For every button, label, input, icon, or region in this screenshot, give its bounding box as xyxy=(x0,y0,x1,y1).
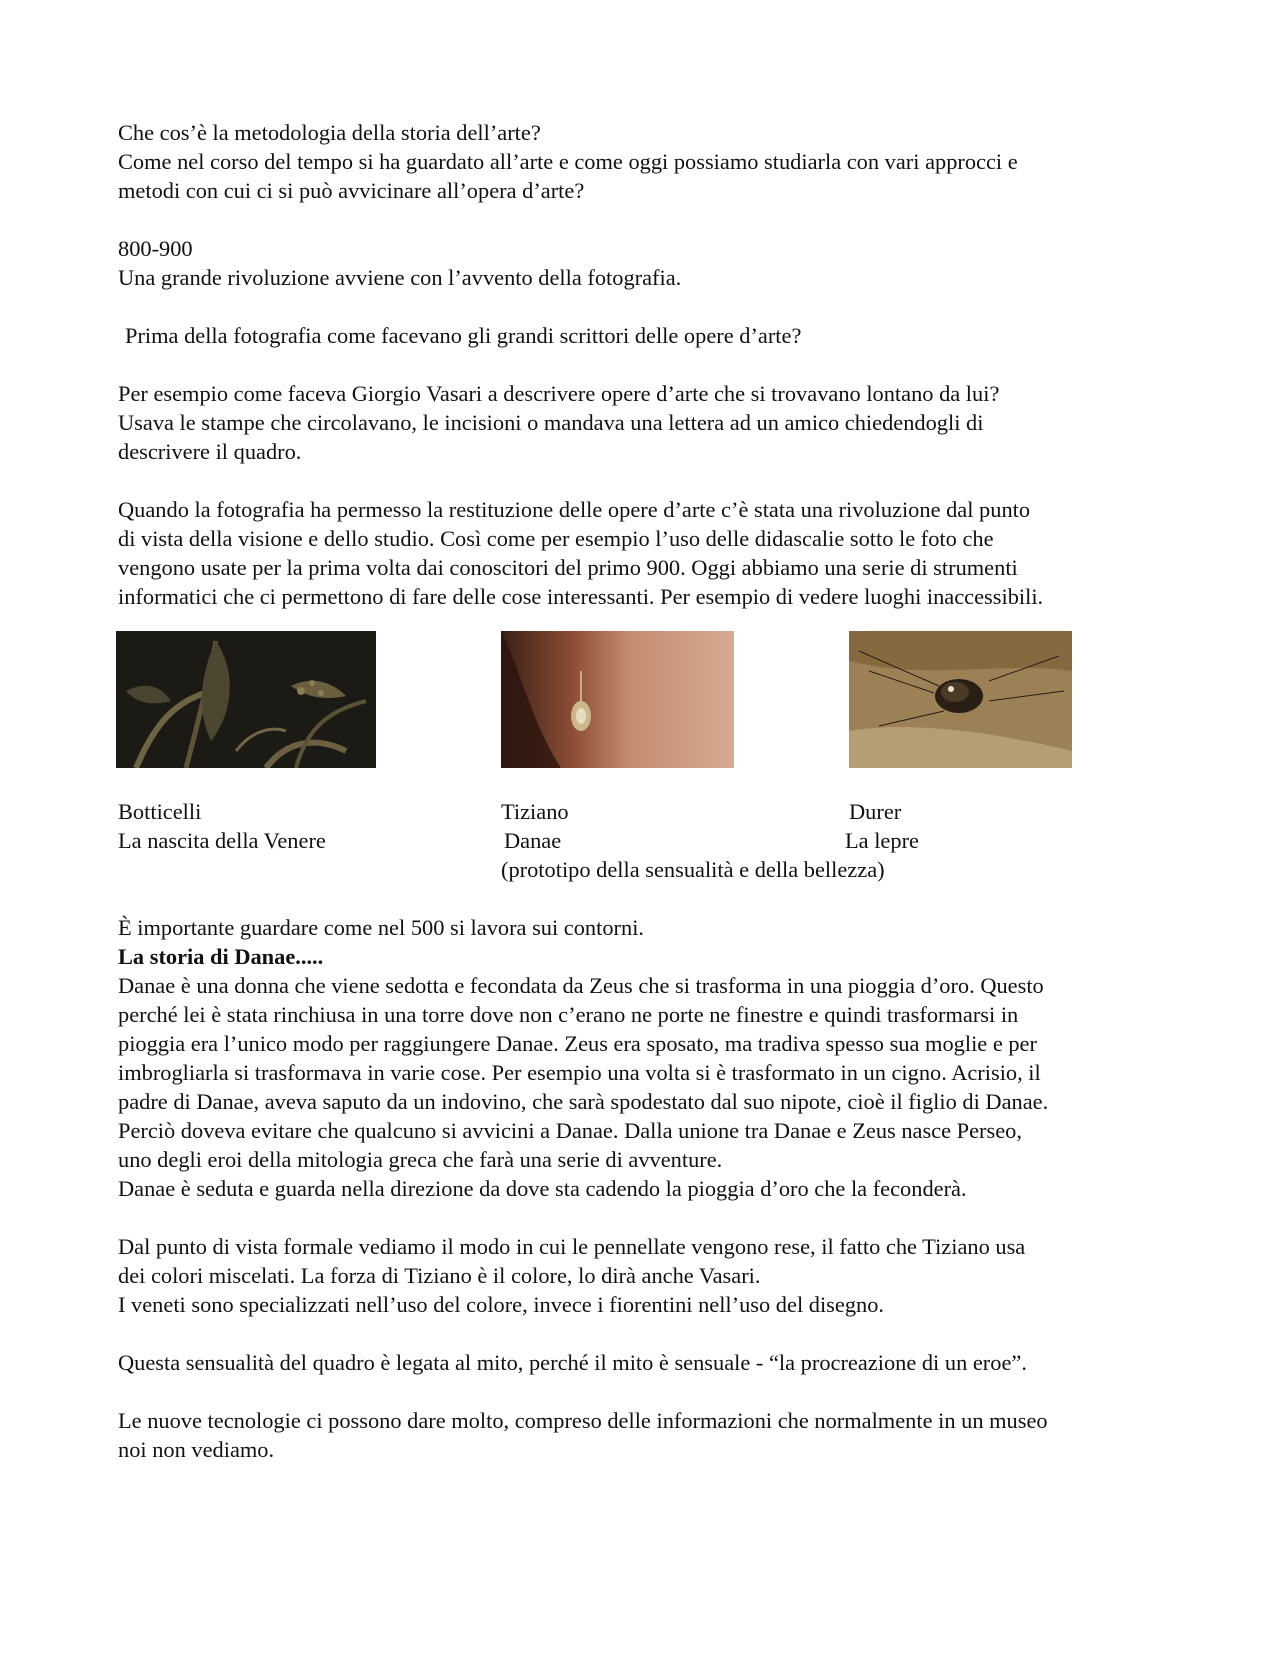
section-heading: La storia di Danae..... xyxy=(118,944,324,969)
document-page xyxy=(118,118,1178,1464)
botticelli-detail-image xyxy=(116,631,376,768)
photo-line: di vista della visione e dello studio. Così come per esempio l’uso delle didascalie sotto le foto che xyxy=(118,526,994,551)
contorni-line: È importante guardare come nel 500 si lavora sui contorni. xyxy=(118,915,645,940)
photo-line: vengono usate per la prima volta dai conoscitori del primo 900. Oggi abbiamo una serie di strumenti xyxy=(118,555,1018,580)
formal-line: Dal punto di vista formale vediamo il modo in cui le pennellate vengono rese, il fatto che Tiziano usa xyxy=(118,1234,1026,1259)
tiziano-detail-image xyxy=(501,631,734,768)
danae-line: perché lei è stata rinchiusa in una torre dove non c’erano ne porte ne finestre e quindi trasformarsi in xyxy=(118,1002,1019,1027)
formal-line: I veneti sono specializzati nell’uso del colore, invece i fiorentini nell’uso del disegno. xyxy=(118,1292,885,1317)
caption-note: (prototipo della sensualità e della bellezza) xyxy=(501,857,885,882)
image-captions xyxy=(118,797,1178,884)
danae-line: pioggia era l’unico modo per raggiungere Danae. Zeus era sposato, ma tradiva spesso sua moglie e per xyxy=(118,1031,1037,1056)
intro-question: Che cos’è la metodologia della storia dell’arte? xyxy=(118,120,541,145)
vasari-line: descrivere il quadro. xyxy=(118,439,302,464)
caption-tiziano xyxy=(501,797,885,884)
caption-title: La lepre xyxy=(845,828,919,853)
question-line: Prima della fotografia come facevano gli grandi scrittori delle opere d’arte? xyxy=(125,323,802,348)
intro-line: Come nel corso del tempo si ha guardato all’arte e come oggi possiamo studiarla con vari approcci e xyxy=(118,149,1018,174)
section-line: Una grande rivoluzione avviene con l’avvento della fotografia. xyxy=(118,265,682,290)
caption-title: Danae xyxy=(504,828,562,853)
section-dates: 800-900 xyxy=(118,236,193,261)
danae-line: Danae è seduta e guarda nella direzione da dove sta cadendo la pioggia d’oro che la feconderà. xyxy=(118,1176,967,1201)
technology-line: noi non vediamo. xyxy=(118,1437,275,1462)
photo-line: informatici che ci permettono di fare delle cose interessanti. Per esempio di vedere luoghi inaccessibili. xyxy=(118,584,1044,609)
sensuality-line: Questa sensualità del quadro è legata al mito, perché il mito è sensuale - “la procreazione di un eroe”. xyxy=(118,1350,1027,1375)
intro-line: metodi con cui ci si può avvicinare all’opera d’arte? xyxy=(118,178,585,203)
danae-line: uno degli eroi della mitologia greca che farà una serie di avventure. xyxy=(118,1147,723,1172)
caption-artist: Botticelli xyxy=(118,799,202,824)
vasari-line: Per esempio come faceva Giorgio Vasari a descrivere opere d’arte che si trovavano lontano da lui? xyxy=(118,381,1000,406)
formal-line: dei colori miscelati. La forza di Tiziano è il colore, lo dirà anche Vasari. xyxy=(118,1263,761,1288)
caption-title: La nascita della Venere xyxy=(118,828,326,853)
photo-line: Quando la fotografia ha permesso la restituzione delle opere d’arte c’è stata una rivoluzione dal punto xyxy=(118,497,1031,522)
danae-line: Perciò doveva evitare che qualcuno si avvicini a Danae. Dalla unione tra Danae e Zeus nasce Perseo, xyxy=(118,1118,1022,1143)
danae-line: imbrogliarla si trasformava in varie cose. Per esempio una volta si è trasformato in un cigno. Acrisio, il xyxy=(118,1060,1041,1085)
caption-artist: Tiziano xyxy=(501,799,569,824)
danae-line: padre di Danae, aveva saputo da un indovino, che sarà spodestato dal suo nipote, cioè il figlio di Danae. xyxy=(118,1089,1049,1114)
vasari-line: Usava le stampe che circolavano, le incisioni o mandava una lettera ad un amico chiedendogli di xyxy=(118,410,984,435)
durer-detail-image xyxy=(849,631,1072,768)
caption-artist: Durer xyxy=(849,799,902,824)
caption-durer xyxy=(845,797,919,855)
danae-line: Danae è una donna che viene sedotta e fecondata da Zeus che si trasforma in una pioggia d’oro. Questo xyxy=(118,973,1044,998)
technology-line: Le nuove tecnologie ci possono dare molto, compreso delle informazioni che normalmente in un museo xyxy=(118,1408,1048,1433)
caption-botticelli xyxy=(118,797,326,855)
image-row xyxy=(118,631,1178,787)
